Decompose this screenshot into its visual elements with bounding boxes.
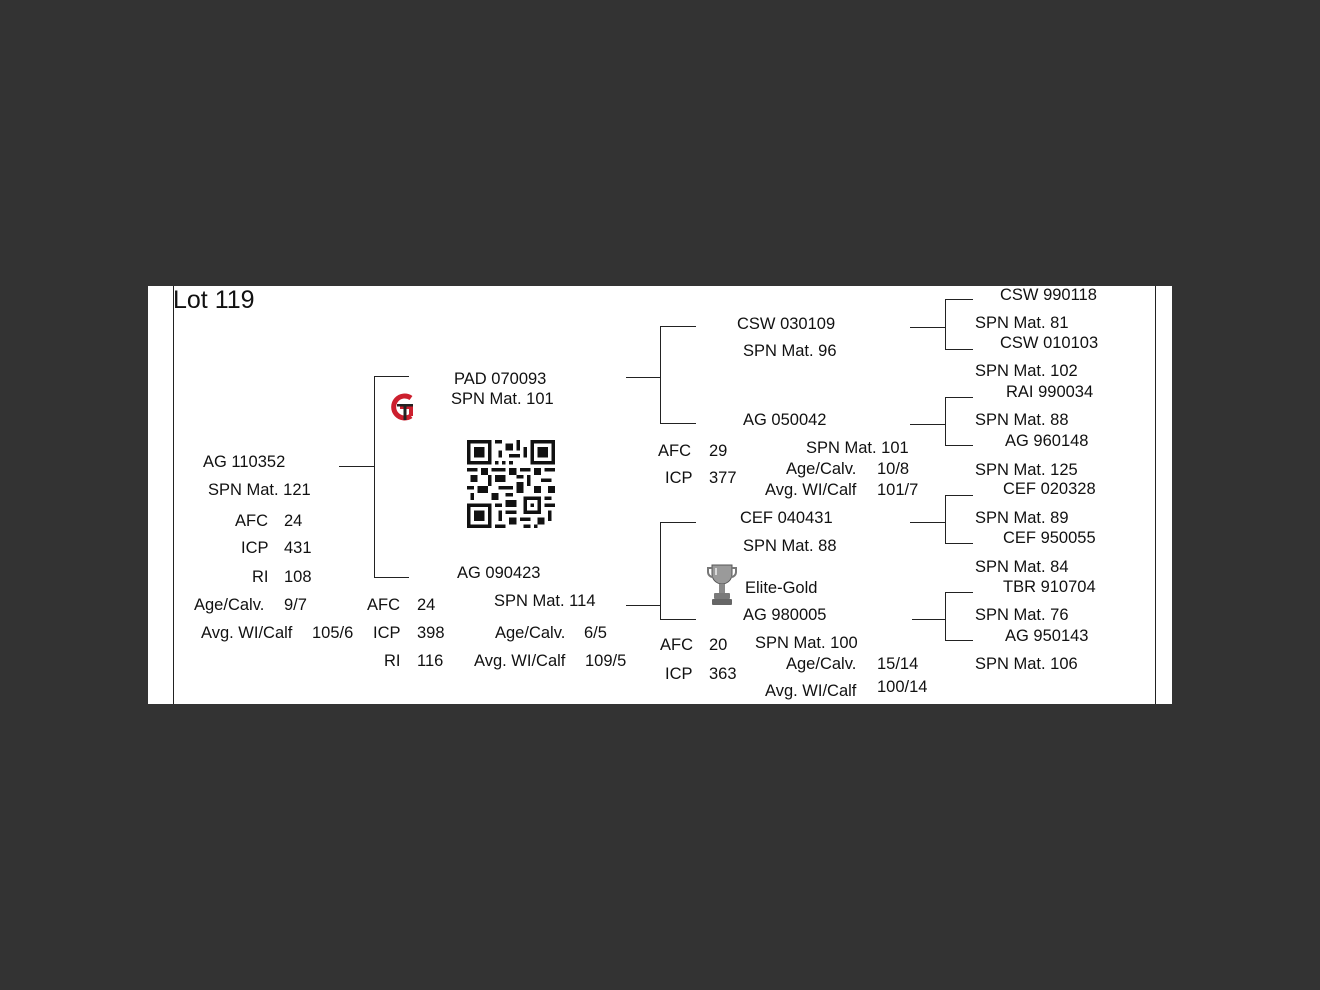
dam-avgwi-label: Avg. WI/Calf: [474, 652, 566, 670]
animal-afc-label: AFC: [235, 512, 268, 530]
dam-dam-icp-label: ICP: [665, 665, 693, 683]
dam-ri-label: RI: [384, 652, 401, 670]
sire-dam-afc-label: AFC: [658, 442, 691, 460]
ggp-8-spn: SPN Mat. 106: [975, 655, 1078, 673]
animal-ri-label: RI: [252, 568, 269, 586]
dam-avgwi-value: 109/5: [585, 652, 627, 670]
connector-line: [374, 577, 409, 578]
dam-dam-avgwi-label: Avg. WI/Calf: [765, 682, 857, 700]
gt-logo-icon: [384, 390, 420, 424]
dam-dam-icp-value: 363: [709, 665, 737, 683]
ggp-1-id: CSW 990118: [1000, 286, 1097, 304]
connector-line: [910, 424, 945, 425]
sire-dam-icp-value: 377: [709, 469, 737, 487]
connector-line: [660, 522, 661, 620]
connector-line: [945, 592, 973, 593]
connector-line: [910, 522, 945, 523]
ggp-6-id: CEF 950055: [1003, 529, 1096, 547]
ggp-1-spn: SPN Mat. 81: [975, 314, 1069, 332]
animal-agecalv-value: 9/7: [284, 596, 307, 614]
connector-line: [660, 619, 696, 620]
ggp-2-spn: SPN Mat. 102: [975, 362, 1078, 380]
animal-agecalv-label: Age/Calv.: [194, 596, 265, 614]
sire-sire-spn: SPN Mat. 96: [743, 342, 837, 360]
dam-dam-spn: SPN Mat. 100: [755, 634, 858, 652]
dam-afc-value: 24: [417, 596, 436, 614]
connector-line: [945, 592, 946, 641]
dam-sire-spn: SPN Mat. 88: [743, 537, 837, 555]
connector-line: [626, 605, 660, 606]
qr-code-icon: [466, 440, 556, 528]
dam-dam-afc-value: 20: [709, 636, 728, 654]
animal-afc-value: 24: [284, 512, 303, 530]
connector-line: [660, 423, 696, 424]
dam-dam-avgwi-value: 100/14: [877, 678, 928, 696]
sire-dam-avgwi-label: Avg. WI/Calf: [765, 481, 857, 499]
connector-line: [945, 640, 973, 641]
connector-line: [945, 397, 973, 398]
animal-ri-value: 108: [284, 568, 312, 586]
connector-line: [660, 326, 696, 327]
sire-dam-avgwi-value: 101/7: [877, 481, 919, 499]
ggp-4-id: AG 960148: [1005, 432, 1089, 450]
connector-line: [660, 522, 696, 523]
dam-dam-afc-label: AFC: [660, 636, 693, 654]
connector-line: [945, 543, 973, 544]
sire-dam-icp-label: ICP: [665, 469, 693, 487]
dam-agecalv-value: 6/5: [584, 624, 607, 642]
dam-dam-badge: Elite-Gold: [745, 579, 818, 597]
trophy-icon: [707, 562, 737, 608]
pedigree-document: [148, 286, 1172, 704]
dam-sire-id: CEF 040431: [740, 509, 833, 527]
connector-line: [374, 376, 375, 578]
dam-icp-value: 398: [417, 624, 445, 642]
connector-line: [945, 299, 946, 350]
animal-spn: SPN Mat. 121: [208, 481, 311, 499]
connector-line: [945, 349, 973, 350]
right-margin-rule: [1155, 286, 1156, 704]
connector-line: [945, 299, 973, 300]
animal-icp-label: ICP: [241, 539, 269, 557]
animal-avgwi-label: Avg. WI/Calf: [201, 624, 293, 642]
connector-line: [660, 326, 661, 424]
connector-line: [945, 445, 973, 446]
connector-line: [945, 495, 946, 544]
dam-ri-value: 116: [417, 652, 444, 670]
dam-id: AG 090423: [457, 564, 541, 582]
ggp-8-id: AG 950143: [1005, 627, 1089, 645]
connector-line: [374, 376, 409, 377]
sire-dam-spn: SPN Mat. 101: [806, 439, 909, 457]
connector-line: [626, 377, 660, 378]
dam-spn: SPN Mat. 114: [494, 592, 596, 610]
sire-spn: SPN Mat. 101: [451, 390, 554, 408]
connector-line: [945, 495, 973, 496]
ggp-3-id: RAI 990034: [1006, 383, 1094, 401]
sire-dam-agecalv-value: 10/8: [877, 460, 910, 478]
dam-dam-agecalv-value: 15/14: [877, 655, 919, 673]
ggp-7-id: TBR 910704: [1003, 578, 1096, 596]
ggp-3-spn: SPN Mat. 88: [975, 411, 1069, 429]
animal-avgwi-value: 105/6: [312, 624, 354, 642]
ggp-4-spn: SPN Mat. 125: [975, 461, 1078, 479]
dam-icp-label: ICP: [373, 624, 401, 642]
connector-line: [945, 397, 946, 446]
sire-sire-id: CSW 030109: [737, 315, 836, 333]
animal-id: AG 110352: [203, 453, 286, 471]
connector-line: [339, 466, 374, 467]
left-margin-rule: [173, 286, 174, 704]
sire-dam-id: AG 050042: [743, 411, 827, 429]
dam-dam-agecalv-label: Age/Calv.: [786, 655, 857, 673]
ggp-5-id: CEF 020328: [1003, 480, 1096, 498]
sire-id: PAD 070093: [454, 370, 547, 388]
ggp-6-spn: SPN Mat. 84: [975, 558, 1069, 576]
lot-title: Lot 119: [173, 286, 255, 314]
ggp-5-spn: SPN Mat. 89: [975, 509, 1069, 527]
dam-dam-id: AG 980005: [743, 606, 827, 624]
ggp-2-id: CSW 010103: [1000, 334, 1099, 352]
connector-line: [910, 327, 945, 328]
sire-dam-afc-value: 29: [709, 442, 728, 460]
connector-line: [912, 619, 945, 620]
animal-icp-value: 431: [284, 539, 312, 557]
dam-afc-label: AFC: [367, 596, 400, 614]
dam-agecalv-label: Age/Calv.: [495, 624, 566, 642]
sire-dam-agecalv-label: Age/Calv.: [786, 460, 857, 478]
ggp-7-spn: SPN Mat. 76: [975, 606, 1069, 624]
